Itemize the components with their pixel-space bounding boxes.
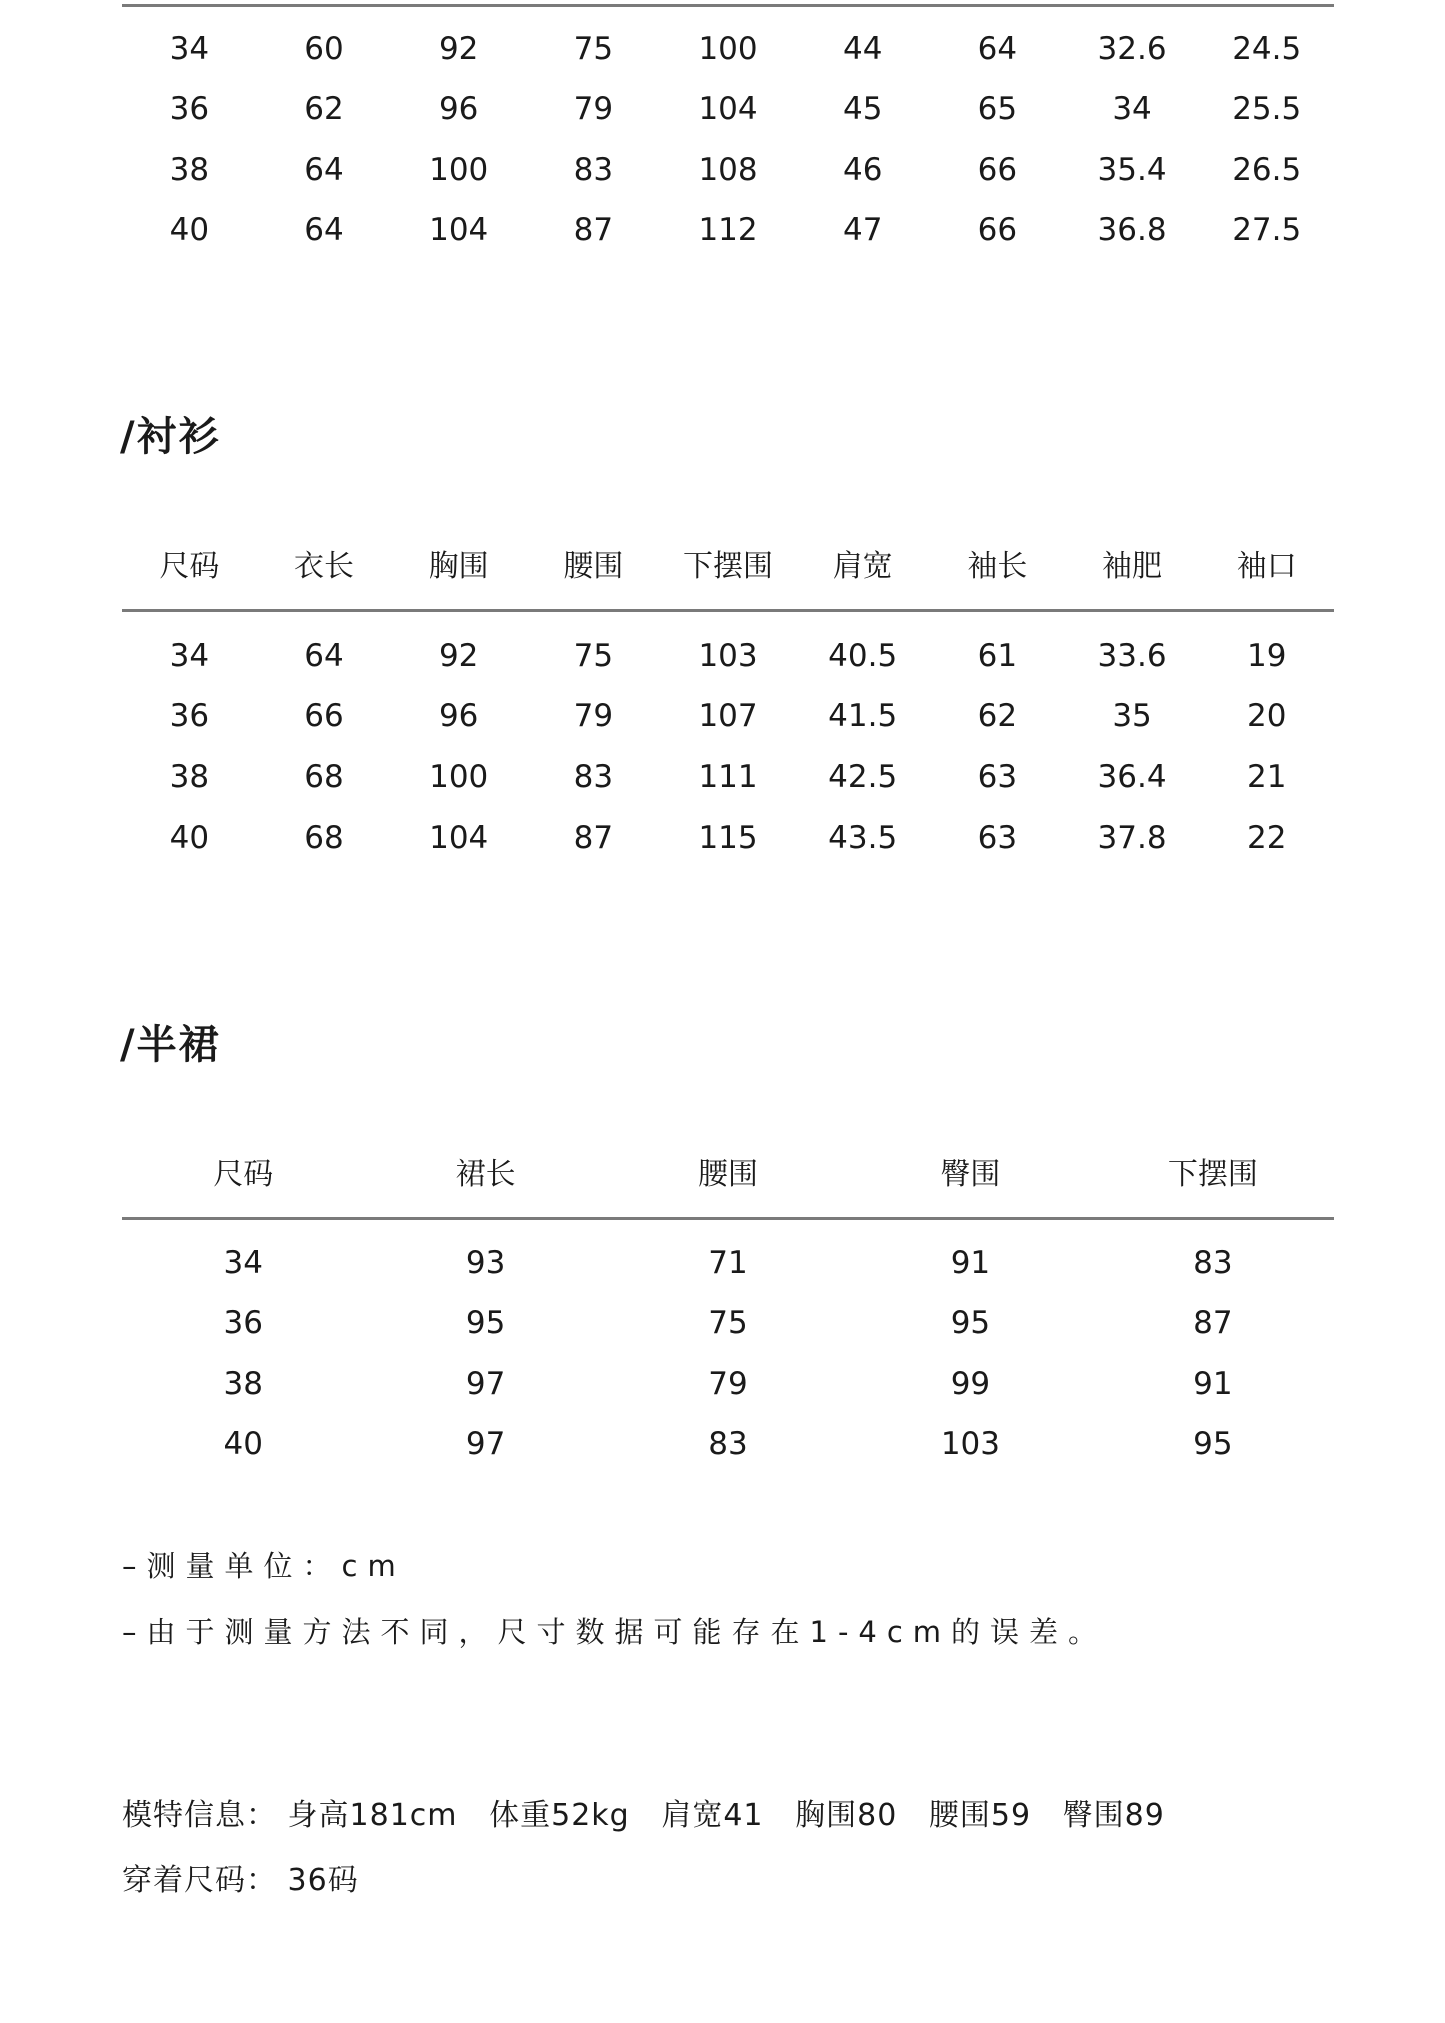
model-info: 模特信息： 身高181cm 体重52kg 肩宽41 胸围80 腰围59 臀围89 bbox=[122, 1798, 1165, 1833]
top-table-cell: 108 bbox=[698, 152, 758, 188]
shirt-table-cell: 68 bbox=[304, 759, 344, 795]
shirt-table-header-cell: 尺码 bbox=[159, 549, 220, 584]
skirt-table-cell: 79 bbox=[708, 1366, 748, 1402]
skirt-table-row bbox=[122, 1424, 1334, 1464]
skirt-table-cell: 36 bbox=[223, 1305, 263, 1341]
top-table-cell: 66 bbox=[977, 212, 1018, 248]
skirt-table-header-cell: 腰围 bbox=[698, 1157, 759, 1192]
skirt-table-cell: 95 bbox=[465, 1305, 506, 1341]
top-table-cell: 34 bbox=[1112, 91, 1152, 127]
shirt-table-cell: 61 bbox=[977, 638, 1018, 674]
shirt-table-rule bbox=[122, 609, 1334, 612]
top-table-cell: 24.5 bbox=[1232, 31, 1302, 67]
top-table-cell: 26.5 bbox=[1232, 152, 1302, 188]
skirt-table-cell: 95 bbox=[950, 1305, 991, 1341]
shirt-table-cell: 33.6 bbox=[1097, 638, 1167, 674]
top-table-cell: 34 bbox=[169, 31, 210, 67]
skirt-table-cell: 34 bbox=[223, 1245, 263, 1281]
skirt-table-row bbox=[122, 1364, 1334, 1404]
skirt-table-cell: 99 bbox=[950, 1366, 991, 1402]
top-table-cell: 79 bbox=[573, 91, 614, 127]
skirt-section-title: /半裙 bbox=[120, 1022, 221, 1068]
shirt-table-cell: 103 bbox=[698, 638, 758, 674]
skirt-table-cell: 93 bbox=[465, 1245, 506, 1281]
shirt-table-header-cell: 腰围 bbox=[563, 549, 624, 584]
shirt-table-cell: 104 bbox=[429, 820, 489, 856]
shirt-table-header-cell: 肩宽 bbox=[832, 549, 893, 584]
skirt-table-cell: 91 bbox=[1193, 1366, 1233, 1402]
skirt-table-row bbox=[122, 1303, 1334, 1343]
shirt-table-header-cell: 袖口 bbox=[1236, 549, 1297, 584]
top-table-cell: 112 bbox=[698, 212, 758, 248]
shirt-table-cell: 62 bbox=[977, 698, 1018, 734]
top-table-cell: 47 bbox=[842, 212, 883, 248]
skirt-table-cell: 38 bbox=[223, 1366, 263, 1402]
shirt-table-cell: 63 bbox=[977, 820, 1018, 856]
shirt-table-cell: 41.5 bbox=[828, 698, 898, 734]
top-table-cell: 104 bbox=[698, 91, 758, 127]
top-table-row bbox=[122, 89, 1334, 129]
skirt-table-cell: 97 bbox=[465, 1426, 506, 1462]
shirt-table-cell: 34 bbox=[169, 638, 210, 674]
shirt-table-cell: 92 bbox=[438, 638, 479, 674]
shirt-table-cell: 111 bbox=[698, 759, 758, 795]
skirt-table-cell: 97 bbox=[465, 1366, 506, 1402]
unit-note: –测量单位：cm bbox=[122, 1549, 406, 1583]
skirt-table-cell: 95 bbox=[1193, 1426, 1233, 1462]
top-table-cell: 100 bbox=[698, 31, 758, 67]
top-table-cell: 64 bbox=[304, 212, 344, 248]
top-table-cell: 65 bbox=[977, 91, 1018, 127]
error-note: –由于测量方法不同，尺寸数据可能存在1-4cm的误差。 bbox=[122, 1615, 1108, 1649]
top-table-cell: 27.5 bbox=[1232, 212, 1302, 248]
top-table-cell: 87 bbox=[573, 212, 614, 248]
top-table-cell: 35.4 bbox=[1097, 152, 1167, 188]
skirt-table-cell: 40 bbox=[223, 1426, 263, 1462]
skirt-table-rule bbox=[122, 1217, 1334, 1220]
shirt-table-cell: 100 bbox=[429, 759, 489, 795]
top-table-cell: 100 bbox=[429, 152, 489, 188]
shirt-table-header-cell: 衣长 bbox=[294, 549, 354, 584]
top-table-cell: 64 bbox=[977, 31, 1018, 67]
shirt-section-title: /衬衫 bbox=[120, 414, 221, 460]
shirt-table-cell: 79 bbox=[573, 698, 614, 734]
top-table-cell: 62 bbox=[304, 91, 344, 127]
top-table-cell: 83 bbox=[573, 152, 614, 188]
shirt-table-cell: 83 bbox=[573, 759, 614, 795]
skirt-table-cell: 71 bbox=[708, 1245, 748, 1281]
shirt-table-cell: 115 bbox=[698, 820, 758, 856]
top-table-row bbox=[122, 210, 1334, 250]
shirt-table-cell: 35 bbox=[1112, 698, 1152, 734]
top-table-rule bbox=[122, 4, 1334, 7]
skirt-table-header-cell: 尺码 bbox=[213, 1157, 274, 1192]
shirt-table-cell: 21 bbox=[1246, 759, 1287, 795]
shirt-table-row bbox=[122, 757, 1334, 797]
shirt-table-header-cell: 袖肥 bbox=[1102, 549, 1163, 584]
skirt-table-header-cell: 下摆围 bbox=[1167, 1157, 1258, 1192]
shirt-table-cell: 40 bbox=[169, 820, 210, 856]
shirt-table-header-cell: 袖长 bbox=[967, 549, 1028, 584]
skirt-table-row bbox=[122, 1243, 1334, 1283]
shirt-table-cell: 37.8 bbox=[1097, 820, 1167, 856]
shirt-table-cell: 63 bbox=[977, 759, 1018, 795]
shirt-table-header-cell: 下摆围 bbox=[683, 549, 774, 584]
shirt-table-cell: 75 bbox=[573, 638, 614, 674]
shirt-table-cell: 36 bbox=[169, 698, 210, 734]
skirt-table-cell: 103 bbox=[940, 1426, 1000, 1462]
skirt-table-cell: 83 bbox=[708, 1426, 748, 1462]
shirt-table-cell: 66 bbox=[304, 698, 344, 734]
shirt-table-cell: 43.5 bbox=[828, 820, 898, 856]
top-table-cell: 45 bbox=[842, 91, 883, 127]
top-table-cell: 104 bbox=[429, 212, 489, 248]
top-table-cell: 36 bbox=[169, 91, 210, 127]
shirt-table-cell: 19 bbox=[1246, 638, 1287, 674]
shirt-table-cell: 36.4 bbox=[1097, 759, 1167, 795]
shirt-table-cell: 68 bbox=[304, 820, 344, 856]
top-table-cell: 25.5 bbox=[1232, 91, 1302, 127]
shirt-table-cell: 96 bbox=[438, 698, 479, 734]
top-table-cell: 92 bbox=[438, 31, 479, 67]
top-table-cell: 38 bbox=[169, 152, 210, 188]
top-table-cell: 32.6 bbox=[1097, 31, 1167, 67]
top-table-row bbox=[122, 29, 1334, 69]
shirt-table-cell: 20 bbox=[1246, 698, 1287, 734]
shirt-table-cell: 38 bbox=[169, 759, 210, 795]
skirt-table-cell: 75 bbox=[708, 1305, 748, 1341]
shirt-table-cell: 40.5 bbox=[828, 638, 898, 674]
top-table-cell: 60 bbox=[304, 31, 344, 67]
top-table-cell: 75 bbox=[573, 31, 614, 67]
top-table-cell: 66 bbox=[977, 152, 1018, 188]
top-table-cell: 96 bbox=[438, 91, 479, 127]
top-table-cell: 44 bbox=[842, 31, 883, 67]
skirt-table-cell: 91 bbox=[950, 1245, 991, 1281]
shirt-table-cell: 64 bbox=[304, 638, 344, 674]
shirt-table-cell: 22 bbox=[1246, 820, 1287, 856]
shirt-table-header-cell: 胸围 bbox=[428, 549, 489, 584]
skirt-table-header bbox=[122, 1155, 1334, 1195]
shirt-table-cell: 42.5 bbox=[828, 759, 898, 795]
skirt-table-header-cell: 臀围 bbox=[940, 1157, 1001, 1192]
shirt-table-cell: 87 bbox=[573, 820, 614, 856]
shirt-table-row bbox=[122, 636, 1334, 676]
shirt-table-cell: 107 bbox=[698, 698, 758, 734]
shirt-table-row bbox=[122, 818, 1334, 858]
model-size: 穿着尺码： 36码 bbox=[122, 1863, 359, 1898]
top-table-cell: 46 bbox=[842, 152, 883, 188]
shirt-table-header bbox=[122, 547, 1334, 587]
top-table-row bbox=[122, 150, 1334, 190]
skirt-table-cell: 83 bbox=[1193, 1245, 1233, 1281]
skirt-table-cell: 87 bbox=[1193, 1305, 1233, 1341]
top-table-cell: 40 bbox=[169, 212, 210, 248]
top-table-cell: 64 bbox=[304, 152, 344, 188]
skirt-table-header-cell: 裙长 bbox=[455, 1157, 516, 1192]
top-table-cell: 36.8 bbox=[1097, 212, 1167, 248]
shirt-table-row bbox=[122, 696, 1334, 736]
